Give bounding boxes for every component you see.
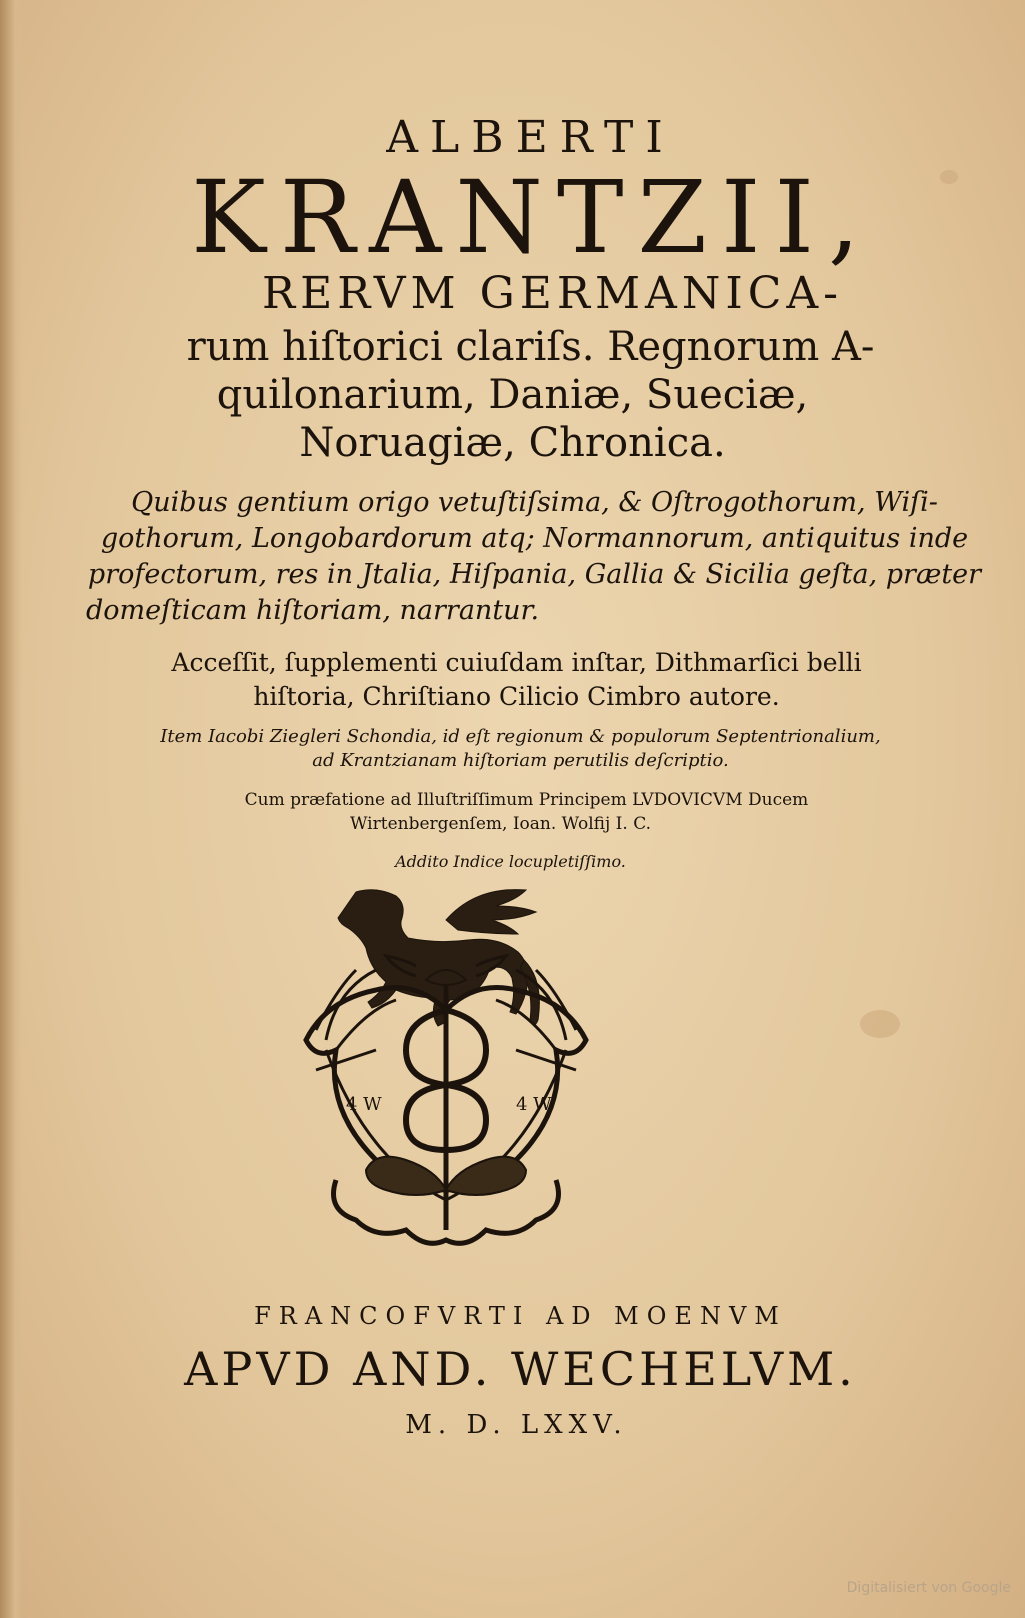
description-line: gothorum, Longobardorum atq; Normannorum, antiquitus inde (100, 523, 969, 554)
foxing-spot (860, 1010, 900, 1038)
title-line: quilonarium, Daniæ, Sueciæ, (216, 372, 809, 418)
printer-mark-left: 4 W (346, 1094, 382, 1115)
title-line: RERVM GERMANICA- (261, 268, 844, 319)
accessit-line: hiſtoria, Chriſtiano Cilicio Cimbro autore. (253, 682, 780, 711)
imprint-year: M. D. LXXV. (405, 1410, 628, 1440)
digitization-watermark: Digitalisiert von Google (846, 1580, 1011, 1596)
printers-device-emblem (296, 880, 596, 1270)
description-line: domeſticam hiſtoriam, narrantur. (86, 595, 540, 626)
title-line: Noruagiæ, Chronica. (299, 420, 726, 466)
item-line: ad Krantzianam hiſtoriam perutilis deſcriptio. (312, 750, 729, 771)
imprint-place: FRANCOFVRTI AD MOENVM (254, 1302, 787, 1330)
description-line: profectorum, res in Jtalia, Hiſpania, Gallia & Sicilia geſta, præter (87, 559, 982, 590)
author-first-name: ALBERTI (386, 112, 675, 163)
item-line: Item Iacobi Ziegleri Schondia, id eſt regionum & populorum Septentrionalium, (160, 726, 881, 747)
printer-mark-right: 4 W (516, 1094, 552, 1115)
author-last-name: KRANTZII, (191, 159, 874, 276)
imprint-printer: APVD AND. WECHELVM. (184, 1342, 857, 1396)
index-note: Addito Indice locupletiſſimo. (395, 852, 626, 871)
preface-line: Wirtenbergenſem, Ioan. Wolfij I. C. (350, 814, 651, 834)
preface-line: Cum præfatione ad Illuſtriſſimum Principem LVDOVICVM Ducem (244, 790, 809, 810)
accessit-line: Acceſſit, ſupplementi cuiuſdam inſtar, Dithmarſici belli (171, 648, 862, 677)
title-line: rum hiſtorici clariſs. Regnorum A- (186, 324, 875, 370)
description-line: Quibus gentium origo vetuſtiſsima, & Oſtrogothorum, Wiſi- (131, 487, 938, 518)
